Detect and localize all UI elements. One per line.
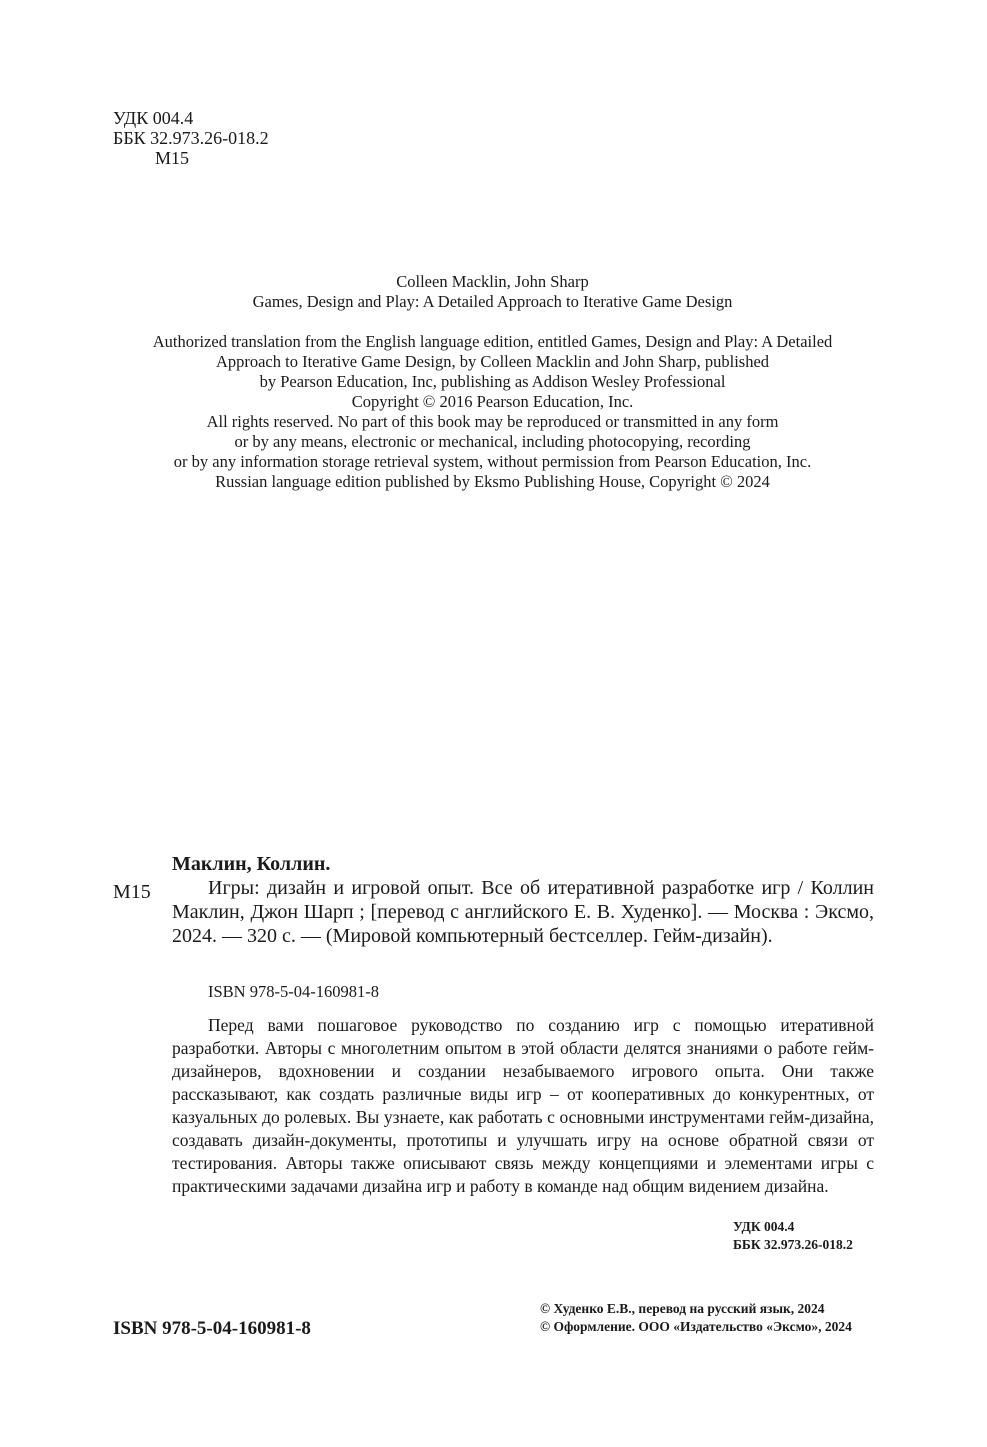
- rights-line: Authorized translation from the English language edition, entitled Games, Design and Play: A Detailed: [152, 332, 833, 351]
- catalog-codes: [733, 1218, 853, 1254]
- catalog-udk: УДК 004.4: [733, 1219, 795, 1234]
- author-mark: М15: [155, 148, 190, 168]
- rights-notice: [100, 332, 885, 492]
- catalog-mark: М15: [113, 881, 151, 903]
- rights-line: Approach to Iterative Game Design, by Colleen Macklin and John Sharp, published: [215, 352, 770, 371]
- catalog-author-heading: Маклин, Коллин.: [172, 853, 331, 875]
- original-edition: [100, 272, 885, 312]
- rights-line: or by any means, electronic or mechanical, including photocopying, recording: [234, 432, 751, 451]
- rights-line: All rights reserved. No part of this book may be reproduced or transmitted in any form: [206, 412, 779, 431]
- catalog-bbk: ББК 32.973.26-018.2: [733, 1237, 853, 1252]
- copyright-translation: © Худенко Е.В., перевод на русский язык, 2024: [540, 1301, 825, 1316]
- original-title: Games, Design and Play: A Detailed Approach to Iterative Game Design: [252, 292, 733, 311]
- bbk-code: ББК 32.973.26-018.2: [113, 128, 269, 148]
- copyright-block: [540, 1300, 852, 1336]
- udk-code: УДК 004.4: [113, 108, 194, 128]
- rights-line: by Pearson Education, Inc, publishing as Addison Wesley Professional: [259, 372, 726, 391]
- rights-line: Copyright © 2016 Pearson Education, Inc.: [351, 392, 634, 411]
- copyright-design: © Оформление. ООО «Издательство «Эксмо», 2024: [540, 1319, 852, 1334]
- annotation: Перед вами пошаговое руководство по созданию игр с помощью итеративной разработки. Авторы с многолетним опытом в этой области делятся знаниями о работе гейм-дизайнеров, вдохновении и создании незабываемого игрового опыта. Они также рассказывают, как создать различные виды игр – от кооперативных до конкурентных, от казуальных до ролевых. Вы узнаете, как работать с основными инструментами гейм-дизайна, создавать дизайн-документы, прототипы и улучшать игру на основе обратной связи от тестирования. Авторы также описывают связь между концепциями и элементами игры с практическими задачами дизайна игр и работу в команде над общим видением дизайна.: [172, 1015, 874, 1196]
- rights-line: or by any information storage retrieval system, without permission from Pearson Education, Inc.: [173, 452, 812, 471]
- catalog-isbn: ISBN 978-5-04-160981-8: [208, 982, 379, 1001]
- classification-codes: [113, 108, 269, 168]
- rights-line: Russian language edition published by Eksmo Publishing House, Copyright © 2024: [215, 472, 770, 491]
- footer-isbn: ISBN 978-5-04-160981-8: [113, 1318, 311, 1339]
- original-authors: Colleen Macklin, John Sharp: [396, 272, 589, 291]
- catalog-description: Игры: дизайн и игровой опыт. Все об итеративной разработке игр / Коллин Маклин, Джон Шарп ; [перевод с английского Е. В. Худенко]. — Москва : Эксмо, 2024. — 320 с. — (Мировой компьютерный бестселлер. Гейм-дизайн).: [172, 877, 874, 947]
